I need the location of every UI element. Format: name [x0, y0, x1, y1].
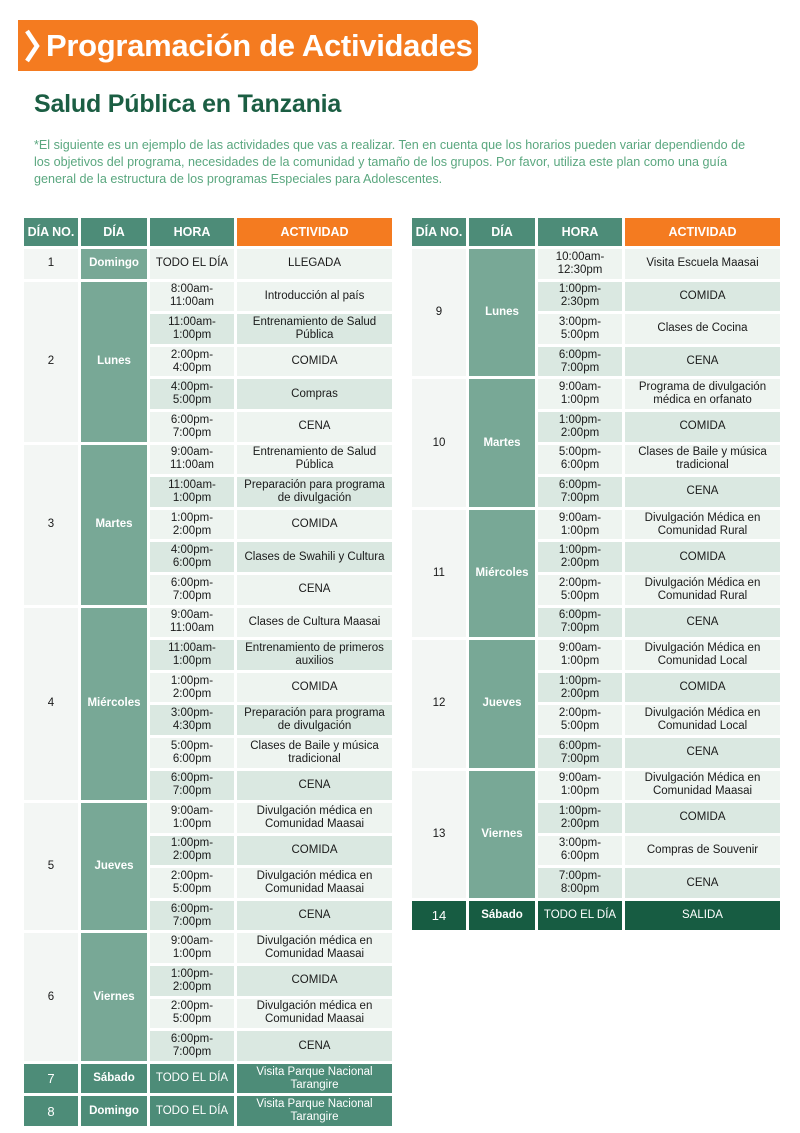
day-name-cell: Sábado [81, 1064, 147, 1094]
day-name-cell: Sábado [469, 901, 535, 931]
schedule-table-left [21, 215, 395, 1129]
activity-cell: COMIDA [237, 966, 392, 996]
table-row [412, 445, 780, 475]
time-cell: 5:00pm-6:00pm [150, 738, 234, 768]
activity-cell: COMIDA [237, 673, 392, 703]
activity-cell: Visita Parque Nacional Tarangire [237, 1064, 392, 1094]
day-number-cell: 2 [24, 282, 78, 442]
time-cell: 1:00pm-2:00pm [150, 966, 234, 996]
activity-cell: Preparación para programa de divulgación [237, 477, 392, 507]
activity-cell: CENA [625, 347, 780, 377]
table-row [24, 933, 392, 963]
table-row [24, 445, 392, 475]
title-banner [18, 20, 478, 71]
day-number-cell: 3 [24, 445, 78, 605]
time-cell: 1:00pm-2:00pm [538, 673, 622, 703]
activity-cell: COMIDA [625, 673, 780, 703]
activity-cell: Divulgación Médica en Comunidad Local [625, 705, 780, 735]
activity-cell: Clases de Cocina [625, 314, 780, 344]
activity-cell: CENA [237, 412, 392, 442]
table-row [412, 510, 780, 540]
time-cell: 9:00am-1:00pm [150, 803, 234, 833]
table-row [412, 836, 780, 866]
col-header-day: DÍA [469, 218, 535, 246]
table-row [24, 1031, 392, 1061]
activity-cell: COMIDA [237, 836, 392, 866]
activity-cell: CENA [237, 1031, 392, 1061]
table-row [24, 347, 392, 377]
day-number-cell: 13 [412, 771, 466, 898]
day-name-cell: Miércoles [81, 608, 147, 801]
table-header [24, 218, 392, 246]
time-cell: 1:00pm-2:00pm [538, 803, 622, 833]
time-cell: 2:00pm-5:00pm [150, 868, 234, 898]
table-row [412, 705, 780, 735]
table-row [24, 868, 392, 898]
table-row [24, 1096, 392, 1126]
table-row [412, 575, 780, 605]
time-cell: 4:00pm-6:00pm [150, 542, 234, 572]
time-cell: 2:00pm-4:00pm [150, 347, 234, 377]
table-row [412, 347, 780, 377]
time-cell: 9:00am-11:00am [150, 608, 234, 638]
day-number-cell: 5 [24, 803, 78, 930]
day-name-cell: Viernes [81, 933, 147, 1060]
col-header-activity: ACTIVIDAD [625, 218, 780, 246]
page-title: Programación de Actividades [46, 27, 473, 63]
table-row [412, 477, 780, 507]
time-cell: 2:00pm-5:00pm [538, 705, 622, 735]
activity-cell: COMIDA [625, 803, 780, 833]
col-header-day-number: DÍA NO. [412, 218, 466, 246]
day-name-cell: Viernes [469, 771, 535, 898]
activity-cell: Divulgación Médica en Comunidad Rural [625, 510, 780, 540]
chevron-right-icon [18, 20, 46, 71]
day-name-cell: Lunes [469, 249, 535, 376]
time-cell: 6:00pm-7:00pm [538, 738, 622, 768]
activity-cell: Entrenamiento de Salud Pública [237, 314, 392, 344]
activity-cell: CENA [625, 608, 780, 638]
activity-cell: Clases de Baile y música tradicional [237, 738, 392, 768]
time-cell: 11:00am-1:00pm [150, 477, 234, 507]
col-header-time: HORA [538, 218, 622, 246]
time-cell: 9:00am-1:00pm [538, 510, 622, 540]
activity-cell: Visita Parque Nacional Tarangire [237, 1096, 392, 1126]
table-row [24, 836, 392, 866]
activity-cell: COMIDA [237, 347, 392, 377]
time-cell: 6:00pm-7:00pm [150, 1031, 234, 1061]
time-cell: 1:00pm-2:00pm [538, 542, 622, 572]
activity-cell: LLEGADA [237, 249, 392, 279]
time-cell: 9:00am-1:00pm [538, 379, 622, 409]
activity-cell: Clases de Swahili y Cultura [237, 542, 392, 572]
table-row [24, 999, 392, 1029]
activity-cell: Entrenamiento de primeros auxilios [237, 640, 392, 670]
activity-cell: Compras de Souvenir [625, 836, 780, 866]
table-row [24, 477, 392, 507]
time-cell: 7:00pm-8:00pm [538, 868, 622, 898]
time-cell: 3:00pm-4:30pm [150, 705, 234, 735]
day-number-cell: 4 [24, 608, 78, 801]
time-cell: 10:00am-12:30pm [538, 249, 622, 279]
col-header-day-number: DÍA NO. [24, 218, 78, 246]
activity-cell: Divulgación Médica en Comunidad Local [625, 640, 780, 670]
table-row [24, 803, 392, 833]
table-row [412, 608, 780, 638]
day-name-cell: Domingo [81, 249, 147, 279]
table-header [412, 218, 780, 246]
table-row [24, 412, 392, 442]
time-cell: 3:00pm-5:00pm [538, 314, 622, 344]
time-cell: 6:00pm-7:00pm [150, 412, 234, 442]
activity-cell: Divulgación médica en Comunidad Maasai [237, 999, 392, 1029]
time-cell: 6:00pm-7:00pm [150, 771, 234, 801]
day-number-cell: 12 [412, 640, 466, 767]
day-number-cell: 11 [412, 510, 466, 637]
table-row [412, 314, 780, 344]
time-cell: TODO EL DÍA [150, 1096, 234, 1126]
day-name-cell: Jueves [469, 640, 535, 767]
day-number-cell: 1 [24, 249, 78, 279]
activity-cell: Divulgación médica en Comunidad Maasai [237, 803, 392, 833]
day-number-cell: 7 [24, 1064, 78, 1094]
day-name-cell: Jueves [81, 803, 147, 930]
activity-cell: COMIDA [625, 542, 780, 572]
time-cell: TODO EL DÍA [150, 249, 234, 279]
time-cell: 11:00am-1:00pm [150, 640, 234, 670]
time-cell: 1:00pm-2:00pm [150, 673, 234, 703]
table-row [24, 640, 392, 670]
schedule-table-right [409, 215, 783, 933]
time-cell: 6:00pm-7:00pm [538, 608, 622, 638]
table-row [412, 412, 780, 442]
col-header-time: HORA [150, 218, 234, 246]
table-row [24, 542, 392, 572]
table-row [412, 542, 780, 572]
table-row [412, 249, 780, 279]
activity-cell: Clases de Baile y música tradicional [625, 445, 780, 475]
table-row [24, 966, 392, 996]
day-number-cell: 6 [24, 933, 78, 1060]
table-row [412, 868, 780, 898]
table-row [24, 771, 392, 801]
activity-cell: COMIDA [625, 282, 780, 312]
activity-cell: CENA [625, 868, 780, 898]
activity-cell: Divulgación médica en Comunidad Maasai [237, 933, 392, 963]
activity-cell: CENA [237, 575, 392, 605]
activity-cell: SALIDA [625, 901, 780, 931]
day-name-cell: Lunes [81, 282, 147, 442]
activity-cell: Visita Escuela Maasai [625, 249, 780, 279]
activity-cell: CENA [237, 771, 392, 801]
activity-cell: Compras [237, 379, 392, 409]
time-cell: 6:00pm-7:00pm [150, 575, 234, 605]
activity-cell: Programa de divulgación médica en orfanato [625, 379, 780, 409]
time-cell: 4:00pm-5:00pm [150, 379, 234, 409]
day-number-cell: 10 [412, 379, 466, 506]
time-cell: 1:00pm-2:00pm [538, 412, 622, 442]
table-row [412, 771, 780, 801]
time-cell: 6:00pm-7:00pm [150, 901, 234, 931]
time-cell: 5:00pm-6:00pm [538, 445, 622, 475]
table-row [24, 314, 392, 344]
table-row [24, 738, 392, 768]
time-cell: TODO EL DÍA [150, 1064, 234, 1094]
activity-cell: Introducción al país [237, 282, 392, 312]
time-cell: 1:00pm-2:00pm [150, 510, 234, 540]
day-number-cell: 8 [24, 1096, 78, 1126]
disclaimer-note: *El siguiente es un ejemplo de las actividades que vas a realizar. Ten en cuenta que los horarios pueden variar dependiendo de los objetivos del programa, necesidades de la comunidad y tamaño de los grupos. Por favor, utiliza este plan como una guía general de la estructura de los programas Especiales para Adolescentes. [34, 138, 746, 186]
day-number-cell: 14 [412, 901, 466, 931]
time-cell: 9:00am-1:00pm [538, 771, 622, 801]
time-cell: 6:00pm-7:00pm [538, 477, 622, 507]
table-row [412, 640, 780, 670]
activity-cell: Divulgación médica en Comunidad Maasai [237, 868, 392, 898]
time-cell: 1:00pm-2:30pm [538, 282, 622, 312]
table-row [24, 379, 392, 409]
col-header-day: DÍA [81, 218, 147, 246]
time-cell: 2:00pm-5:00pm [150, 999, 234, 1029]
activity-cell: COMIDA [237, 510, 392, 540]
table-row [24, 575, 392, 605]
table-row [412, 379, 780, 409]
activity-cell: Clases de Cultura Maasai [237, 608, 392, 638]
activity-cell: Divulgación Médica en Comunidad Rural [625, 575, 780, 605]
table-row [412, 738, 780, 768]
table-row [412, 803, 780, 833]
time-cell: 6:00pm-7:00pm [538, 347, 622, 377]
table-row [24, 673, 392, 703]
table-row [412, 673, 780, 703]
col-header-activity: ACTIVIDAD [237, 218, 392, 246]
table-row [24, 282, 392, 312]
activity-cell: CENA [625, 738, 780, 768]
time-cell: 9:00am-1:00pm [538, 640, 622, 670]
time-cell: 9:00am-11:00am [150, 445, 234, 475]
activity-cell: COMIDA [625, 412, 780, 442]
time-cell: 11:00am-1:00pm [150, 314, 234, 344]
activity-cell: Divulgación Médica en Comunidad Maasai [625, 771, 780, 801]
table-row [412, 282, 780, 312]
activity-cell: Entrenamiento de Salud Pública [237, 445, 392, 475]
time-cell: 3:00pm-6:00pm [538, 836, 622, 866]
time-cell: TODO EL DÍA [538, 901, 622, 931]
day-name-cell: Domingo [81, 1096, 147, 1126]
table-row [24, 249, 392, 279]
table-row [24, 705, 392, 735]
activity-cell: CENA [625, 477, 780, 507]
activity-cell: CENA [237, 901, 392, 931]
time-cell: 8:00am-11:00am [150, 282, 234, 312]
table-row [24, 608, 392, 638]
day-name-cell: Martes [81, 445, 147, 605]
day-name-cell: Martes [469, 379, 535, 506]
page-subtitle: Salud Pública en Tanzania [34, 90, 342, 118]
activity-cell: Preparación para programa de divulgación [237, 705, 392, 735]
table-row [24, 901, 392, 931]
table-row [24, 1064, 392, 1094]
time-cell: 9:00am-1:00pm [150, 933, 234, 963]
table-row [24, 510, 392, 540]
day-number-cell: 9 [412, 249, 466, 376]
time-cell: 1:00pm-2:00pm [150, 836, 234, 866]
time-cell: 2:00pm-5:00pm [538, 575, 622, 605]
table-row [412, 901, 780, 931]
day-name-cell: Miércoles [469, 510, 535, 637]
